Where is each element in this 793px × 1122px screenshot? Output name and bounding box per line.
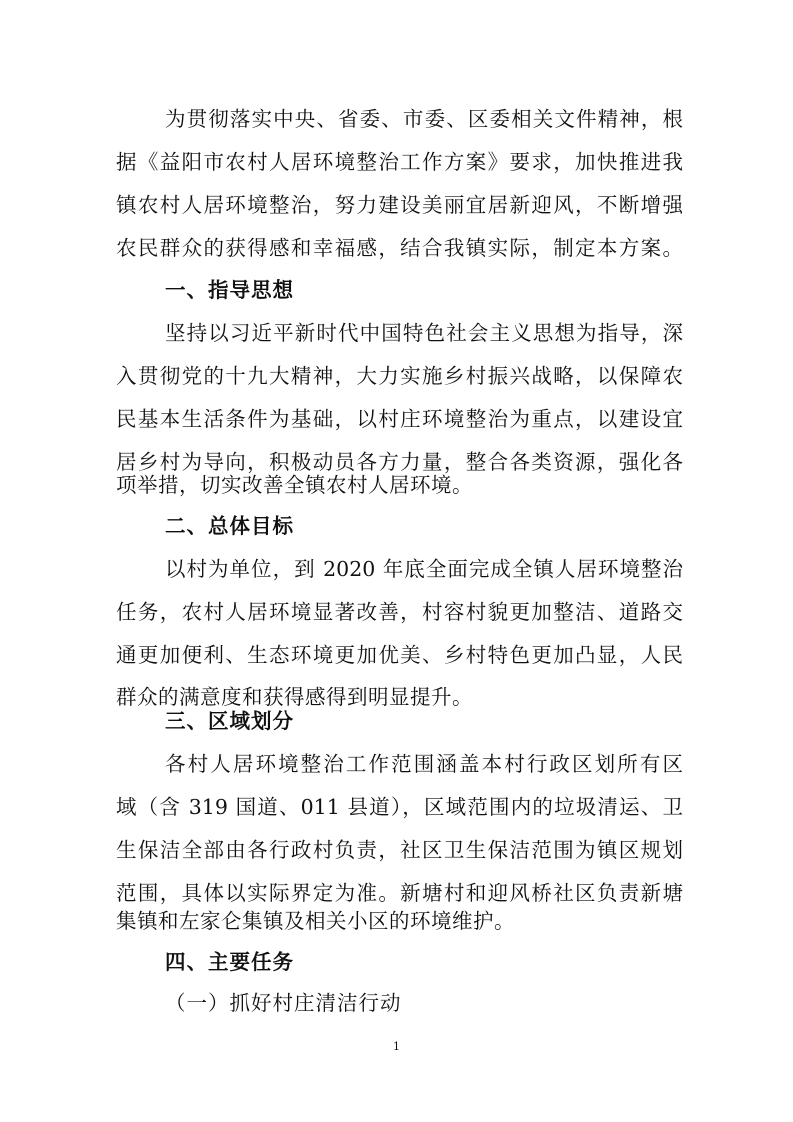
paragraph-line: 群众的满意度和获得感得到明显提升。 (116, 685, 473, 709)
paragraph-line: 居乡村为导向，积极动员各方力量，整合各类资源，强化各 (116, 450, 683, 474)
paragraph-line: 项举措，切实改善全镇农村人居环境。 (116, 473, 473, 497)
paragraph-line: 通更加便利、生态环境更加优美、乡村特色更加凸显，人民 (116, 643, 683, 667)
paragraph-line: 域（含 319 国道、011 县道），区域范围内的垃圾清运、卫 (116, 795, 683, 819)
paragraph-line: 农民群众的获得感和幸福感，结合我镇实际，制定本方案。 (116, 236, 683, 260)
paragraph-line: 坚持以习近平新时代中国特色社会主义思想为指导，深 (165, 321, 683, 345)
paragraph-line: 集镇和左家仑集镇及相关小区的环境维护。 (116, 909, 515, 933)
paragraph-line: 以村为单位，到 2020 年底全面完成全镇人居环境整治 (165, 557, 683, 581)
paragraph-line: 镇农村人居环境整治，努力建设美丽宜居新迎风，不断增强 (116, 193, 683, 217)
paragraph-line: 据《益阳市农村人居环境整治工作方案》要求，加快推进我 (116, 150, 683, 174)
section-heading: 二、总体目标 (165, 514, 294, 538)
paragraph-line: 各村人居环境整治工作范围涵盖本村行政区划所有区 (165, 752, 683, 776)
section-subheading: （一）抓好村庄清洁行动 (165, 991, 402, 1015)
section-heading: 四、主要任务 (165, 950, 294, 974)
paragraph-line: 为贯彻落实中央、省委、市委、区委相关文件精神，根 (165, 107, 683, 131)
paragraph-line: 民基本生活条件为基础，以村庄环境整治为重点，以建设宜 (116, 407, 683, 431)
section-heading: 一、指导思想 (165, 278, 294, 302)
paragraph-line: 范围，具体以实际界定为准。新塘村和迎风桥社区负责新塘 (116, 881, 683, 905)
section-heading: 三、区域划分 (165, 709, 294, 733)
paragraph-line: 生保洁全部由各行政村负责，社区卫生保洁范围为镇区规划 (116, 838, 683, 862)
paragraph-line: 任务，农村人居环境显著改善，村容村貌更加整洁、道路交 (116, 600, 683, 624)
page-number: 1 (393, 1040, 400, 1053)
paragraph-line: 入贯彻党的十九大精神，大力实施乡村振兴战略，以保障农 (116, 364, 683, 388)
